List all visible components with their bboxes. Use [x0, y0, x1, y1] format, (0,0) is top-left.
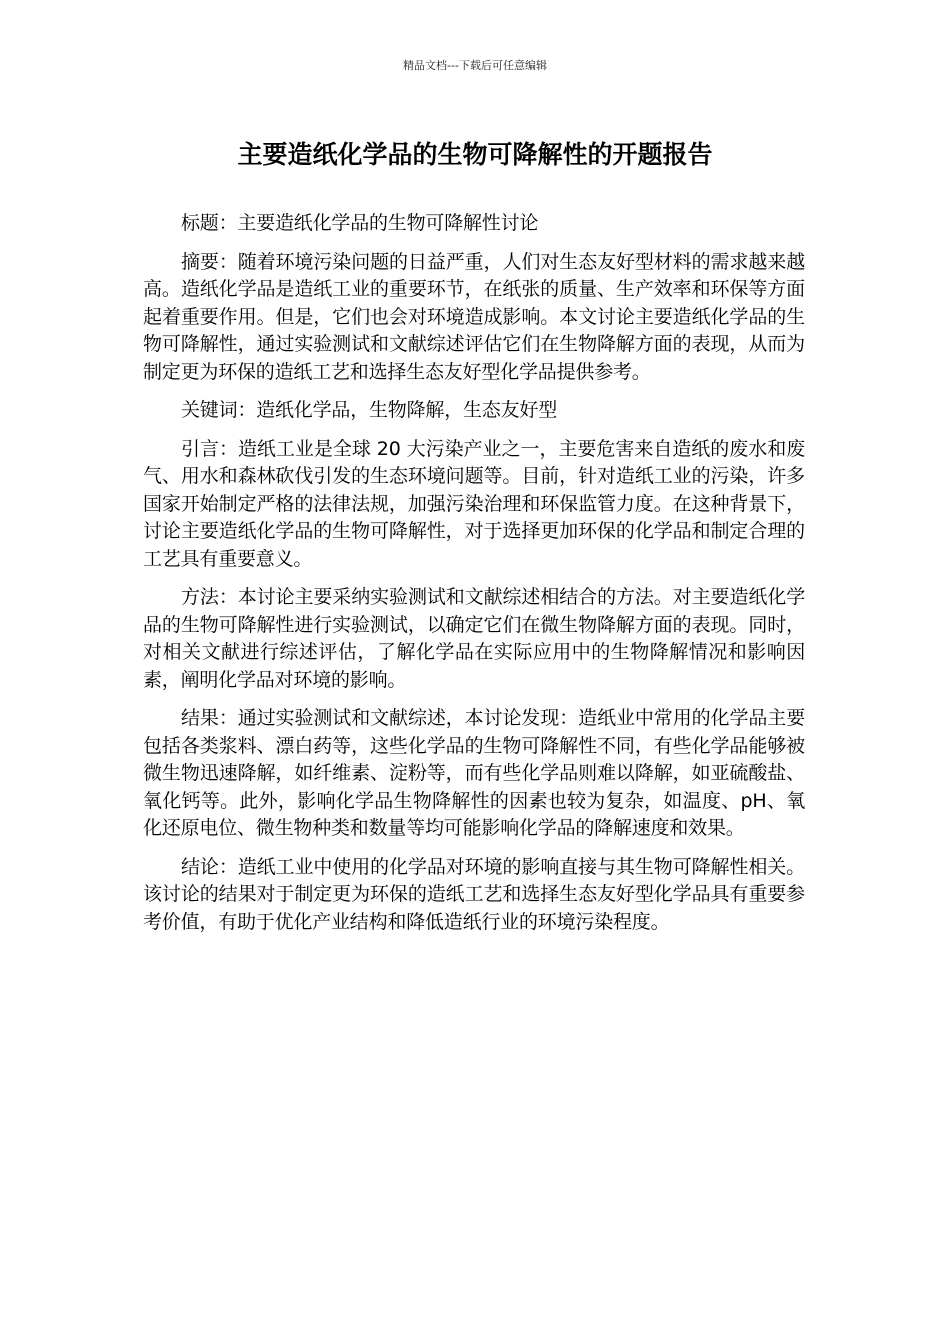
paragraph-heading: 标题：主要造纸化学品的生物可降解性讨论	[181, 212, 539, 234]
document-body	[143, 210, 805, 947]
paragraph-conclusion: 结论：造纸工业中使用的化学品对环境的影响直接与其生物可降解性相关。该讨论的结果对于制定更为环保的造纸工艺和选择生态友好型化学品具有重要参考价值，有助于优化产业结构和降低造纸行业的环境污染程度。	[143, 855, 805, 933]
document-title: 主要造纸化学品的生物可降解性的开题报告	[237, 140, 713, 169]
paragraph-methods: 方法：本讨论主要采纳实验测试和文献综述相结合的方法。对主要造纸化学品的生物可降解性进行实验测试，以确定它们在微生物降解方面的表现。同时，对相关文献进行综述评估，了解化学品在实际应用中的生物降解情况和影响因素，阐明化学品对环境的影响。	[143, 586, 805, 691]
page-header-note: 精品文档---下载后可任意编辑	[403, 59, 547, 72]
paragraph-abstract: 摘要：随着环境污染问题的日益严重，人们对生态友好型材料的需求越来越高。造纸化学品是造纸工业的重要环节，在纸张的质量、生产效率和环保等方面起着重要作用。但是，它们也会对环境造成影响。本文讨论主要造纸化学品的生物可降解性，通过实验测试和文献综述评估它们在生物降解方面的表现，从而为制定更为环保的造纸工艺和选择生态友好型化学品提供参考。	[143, 250, 805, 383]
paragraph-keywords: 关键词：造纸化学品，生物降解，生态友好型	[181, 399, 558, 421]
paragraph-results: 结果：通过实验测试和文献综述，本讨论发现：造纸业中常用的化学品主要包括各类浆料、漂白药等，这些化学品的生物可降解性不同，有些化学品能够被微生物迅速降解，如纤维素、淀粉等，而有些化学品则难以降解，如亚硫酸盐、氧化钙等。此外，影响化学品生物降解性的因素也较为复杂，如温度、pH、氧化还原电位、微生物种类和数量等均可能影响化学品的降解速度和效果。	[143, 707, 805, 839]
paragraph-introduction: 引言：造纸工业是全球 20 大污染产业之一，主要危害来自造纸的废水和废气、用水和森林砍伐引发的生态环境问题等。目前，针对造纸工业的污染，许多国家开始制定严格的法律法规，加强污染治理和环保监管力度。在这种背景下，讨论主要造纸化学品的生物可降解性，对于选择更加环保的化学品和制定合理的工艺具有重要意义。	[143, 437, 805, 570]
